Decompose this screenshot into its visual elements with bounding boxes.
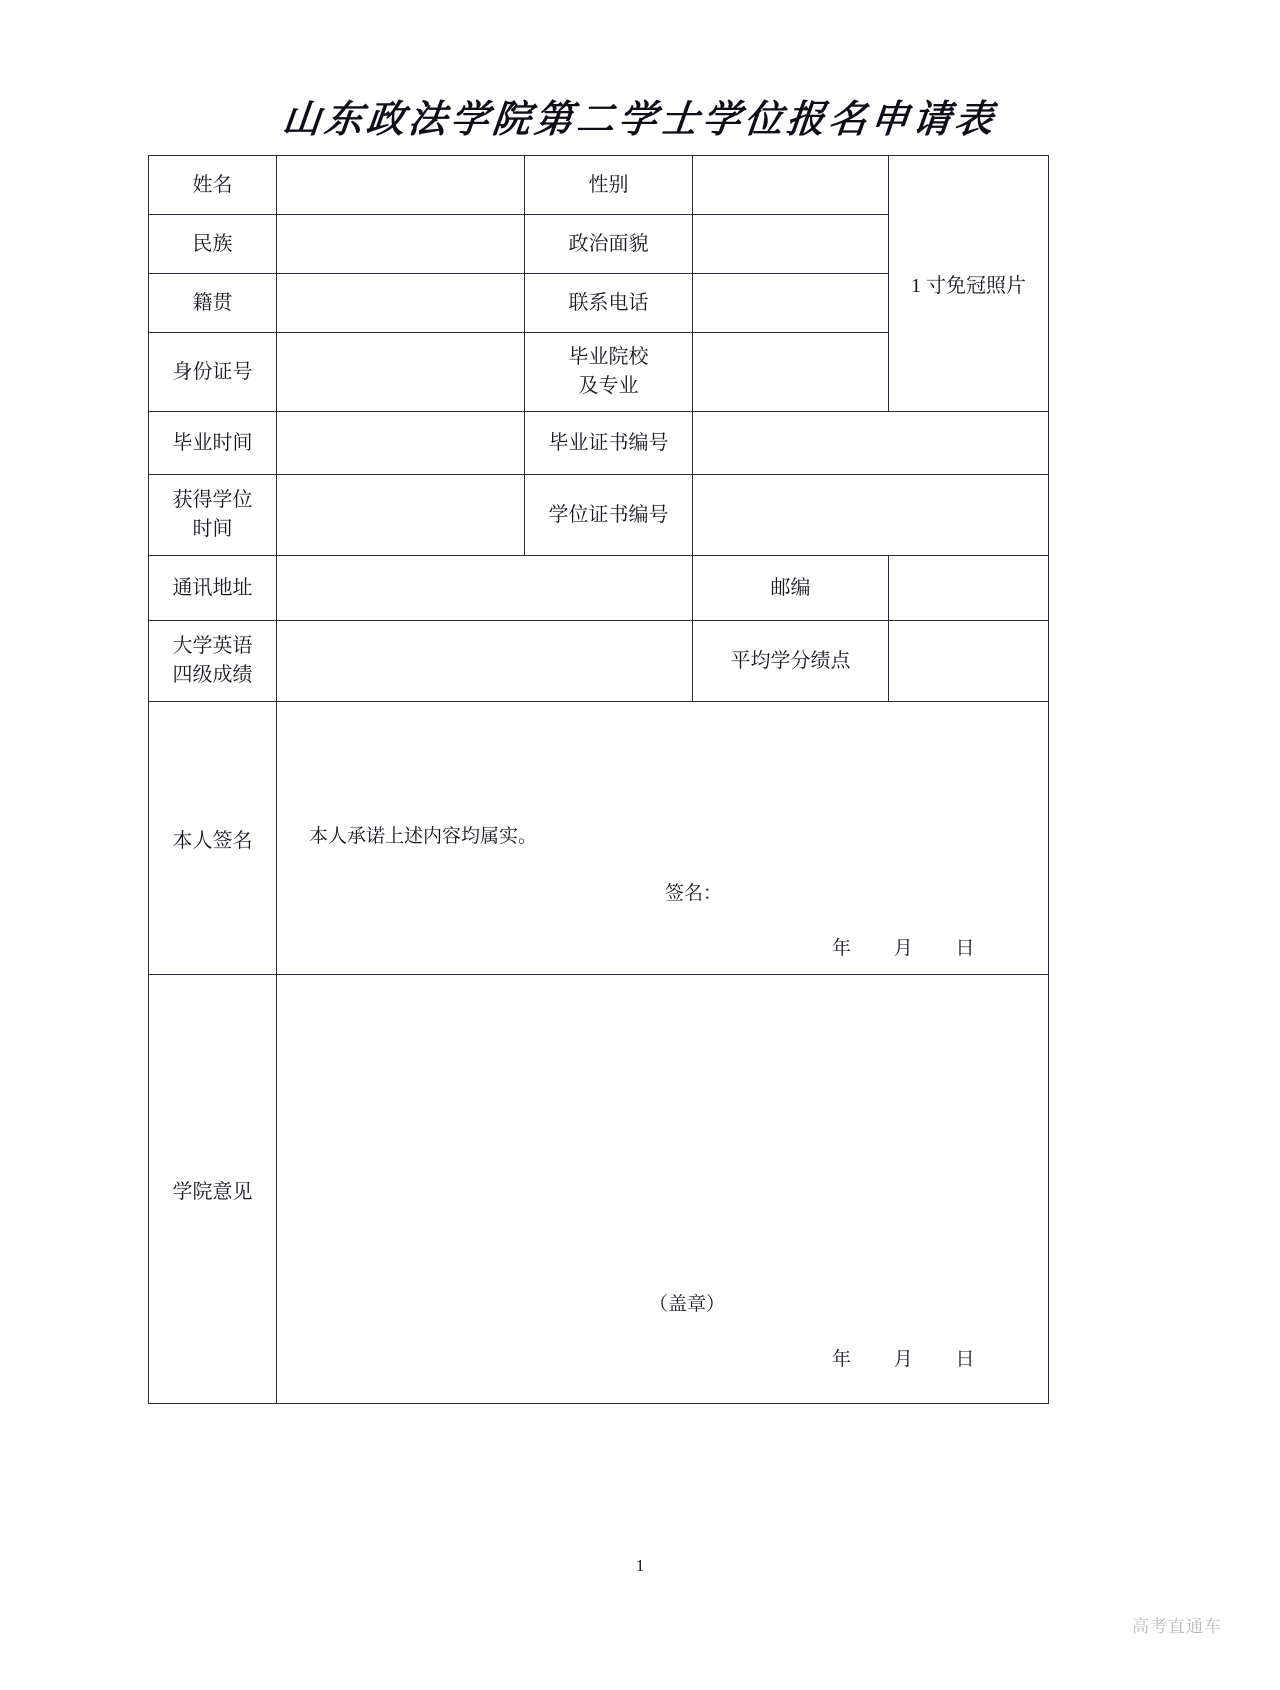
value-gender[interactable] bbox=[693, 156, 889, 215]
value-gpa[interactable] bbox=[889, 621, 1049, 702]
label-degree-date bbox=[149, 475, 277, 556]
watermark-text: 高考直通车 bbox=[1132, 1617, 1222, 1637]
table-row-address-postcode bbox=[149, 556, 1049, 621]
label-postcode: 邮编 bbox=[693, 556, 889, 621]
label-ethnicity: 民族 bbox=[149, 215, 277, 274]
table-row-degreedate-degreecert bbox=[149, 475, 1049, 556]
value-degree-date[interactable] bbox=[277, 475, 525, 556]
label-political-status: 政治面貌 bbox=[525, 215, 693, 274]
label-degree-date-line1: 获得学位 bbox=[172, 489, 253, 511]
label-graduate-school bbox=[525, 333, 693, 412]
table-row-signature bbox=[149, 702, 1049, 975]
value-native-place[interactable] bbox=[277, 274, 525, 333]
application-form-table bbox=[148, 155, 1049, 1404]
label-gpa: 平均学分绩点 bbox=[693, 621, 889, 702]
label-address: 通讯地址 bbox=[149, 556, 277, 621]
value-graduation-date[interactable] bbox=[277, 412, 525, 475]
opinion-date-month: 月 bbox=[893, 1349, 914, 1370]
label-gender: 性别 bbox=[525, 156, 693, 215]
value-phone[interactable] bbox=[693, 274, 889, 333]
label-graduate-school-line1: 毕业院校 bbox=[568, 346, 649, 368]
table-row-graduation-diploma bbox=[149, 412, 1049, 475]
value-degree-certificate-number[interactable] bbox=[693, 475, 1049, 556]
value-id-number[interactable] bbox=[277, 333, 525, 412]
label-phone: 联系电话 bbox=[525, 274, 693, 333]
label-cet4 bbox=[149, 621, 277, 702]
label-cet4-line1: 大学英语 bbox=[172, 635, 253, 657]
signature-date-month: 月 bbox=[893, 938, 914, 959]
value-ethnicity[interactable] bbox=[277, 215, 525, 274]
signature-date-line bbox=[832, 933, 976, 960]
label-college-opinion: 学院意见 bbox=[149, 975, 277, 1404]
value-diploma-number[interactable] bbox=[693, 412, 1049, 475]
signature-area[interactable] bbox=[277, 702, 1049, 975]
label-cet4-line2: 四级成绩 bbox=[172, 664, 253, 686]
page-number: 1 bbox=[635, 1556, 645, 1575]
signature-prompt: 签名： bbox=[665, 883, 723, 904]
label-self-signature: 本人签名 bbox=[149, 702, 277, 975]
label-graduate-school-line2: 及专业 bbox=[578, 375, 639, 397]
label-id-number: 身份证号 bbox=[149, 333, 277, 412]
college-opinion-area[interactable] bbox=[277, 975, 1049, 1404]
table-row-cet4-gpa bbox=[149, 621, 1049, 702]
promise-text: 本人承诺上述内容均属实。 bbox=[309, 826, 538, 847]
signature-date-day: 日 bbox=[955, 938, 976, 959]
value-postcode[interactable] bbox=[889, 556, 1049, 621]
page-title: 山东政法学院第二学士学位报名申请表 bbox=[280, 96, 1000, 141]
label-graduation-date: 毕业时间 bbox=[149, 412, 277, 475]
opinion-date-line bbox=[832, 1344, 976, 1371]
table-row-name-gender bbox=[149, 156, 1049, 215]
value-cet4[interactable] bbox=[277, 621, 693, 702]
table-row-college-opinion bbox=[149, 975, 1049, 1404]
opinion-date-year: 年 bbox=[832, 1349, 853, 1370]
photo-placeholder: 1 寸免冠照片 bbox=[889, 156, 1049, 412]
label-diploma-number: 毕业证书编号 bbox=[525, 412, 693, 475]
label-native-place: 籍贯 bbox=[149, 274, 277, 333]
value-address[interactable] bbox=[277, 556, 693, 621]
label-degree-date-line2: 时间 bbox=[192, 518, 233, 540]
signature-date-year: 年 bbox=[832, 938, 853, 959]
value-name[interactable] bbox=[277, 156, 525, 215]
value-political-status[interactable] bbox=[693, 215, 889, 274]
label-name: 姓名 bbox=[149, 156, 277, 215]
opinion-date-day: 日 bbox=[955, 1349, 976, 1370]
label-degree-certificate-number: 学位证书编号 bbox=[525, 475, 693, 556]
seal-text: （盖章） bbox=[649, 1294, 726, 1315]
value-graduate-school[interactable] bbox=[693, 333, 889, 412]
